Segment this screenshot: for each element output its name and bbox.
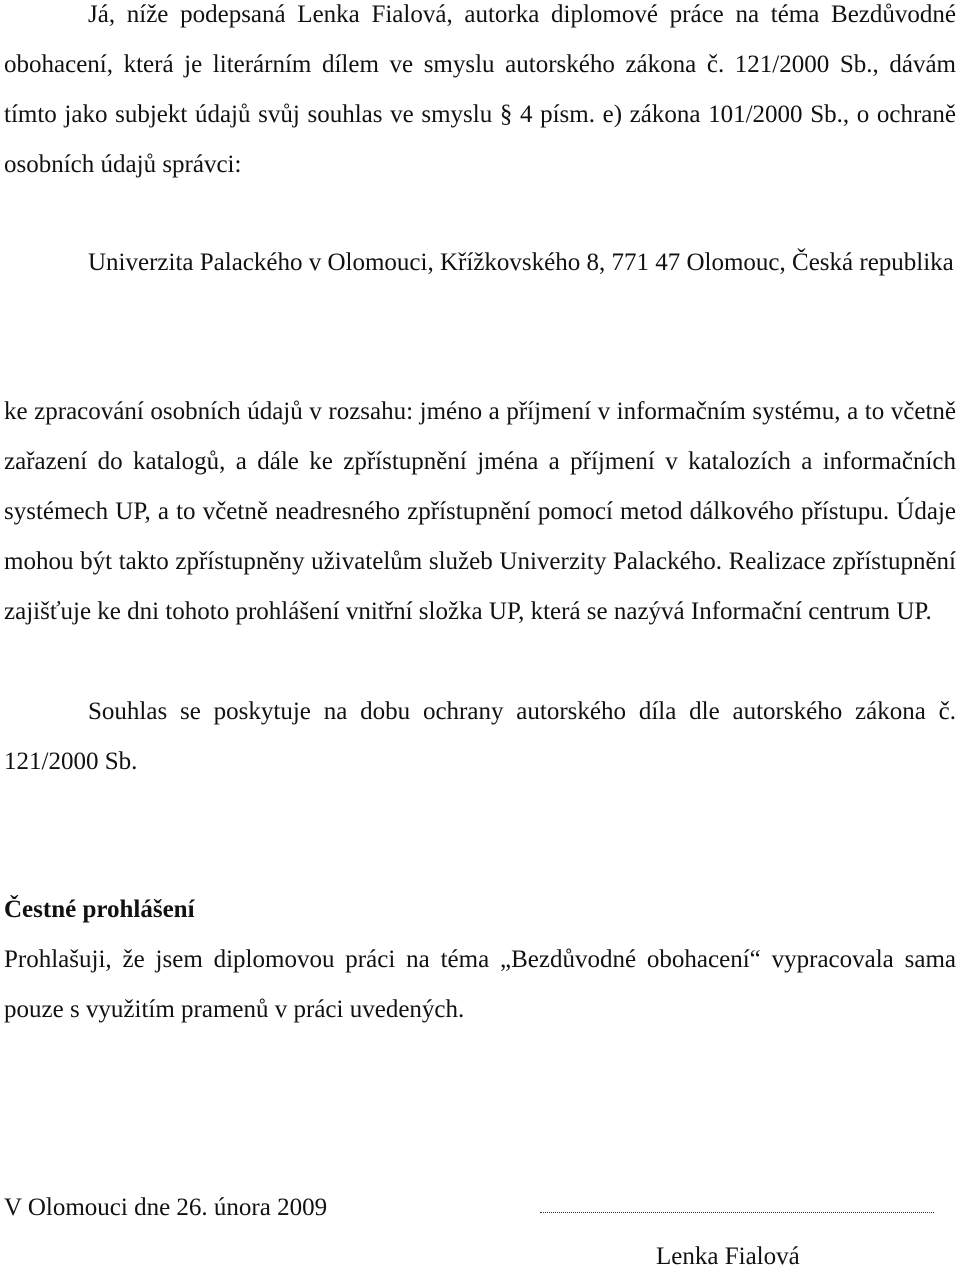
declaration-paragraph: Prohlašuji, že jsem diplomovou práci na téma „Bezdůvodné obohacení“ vypracovala sama pouze s využitím pramenů v práci uvedených. bbox=[4, 946, 956, 1023]
administrator-paragraph: Univerzita Palackého v Olomouci, Křížkovského 8, 771 47 Olomouc, Česká republika bbox=[88, 249, 954, 276]
place-date: V Olomouci dne 26. února 2009 bbox=[4, 1194, 328, 1221]
consent-duration-paragraph: Souhlas se poskytuje na dobu ochrany autorského díla dle autorského zákona č. 121/2000 Sb. bbox=[4, 698, 956, 775]
consent-intro-paragraph: Já, níže podepsaná Lenka Fialová, autorka diplomové práce na téma Bezdůvodné obohacení, která je literárním dílem ve smyslu autorského zákona č. 121/2000 Sb., dávám tímto jako subjekt údajů svůj souhlas ve smyslu § 4 písm. e) zákona 101/2000 Sb., o ochraně osobních údajů správci: bbox=[4, 1, 956, 178]
signature-line bbox=[540, 1212, 934, 1213]
signature-name: Lenka Fialová bbox=[656, 1243, 800, 1270]
processing-scope-paragraph: ke zpracování osobních údajů v rozsahu: jméno a příjmení v informačním systému, a to včetně zařazení do katalogů, a dále ke zpřístupnění jména a příjmení v katalozích a informačních systémech UP, a to včetně neadresného zpřístupnění pomocí metod dálkového přístupu. Údaje mohou být takto zpřístupněny uživatelům služeb Univerzity Palackého. Realizace zpřístupnění zajišťuje ke dni tohoto prohlášení vnitřní složka UP, která se nazývá Informační centrum UP. bbox=[4, 398, 956, 625]
declaration-heading: Čestné prohlášení bbox=[4, 896, 195, 923]
